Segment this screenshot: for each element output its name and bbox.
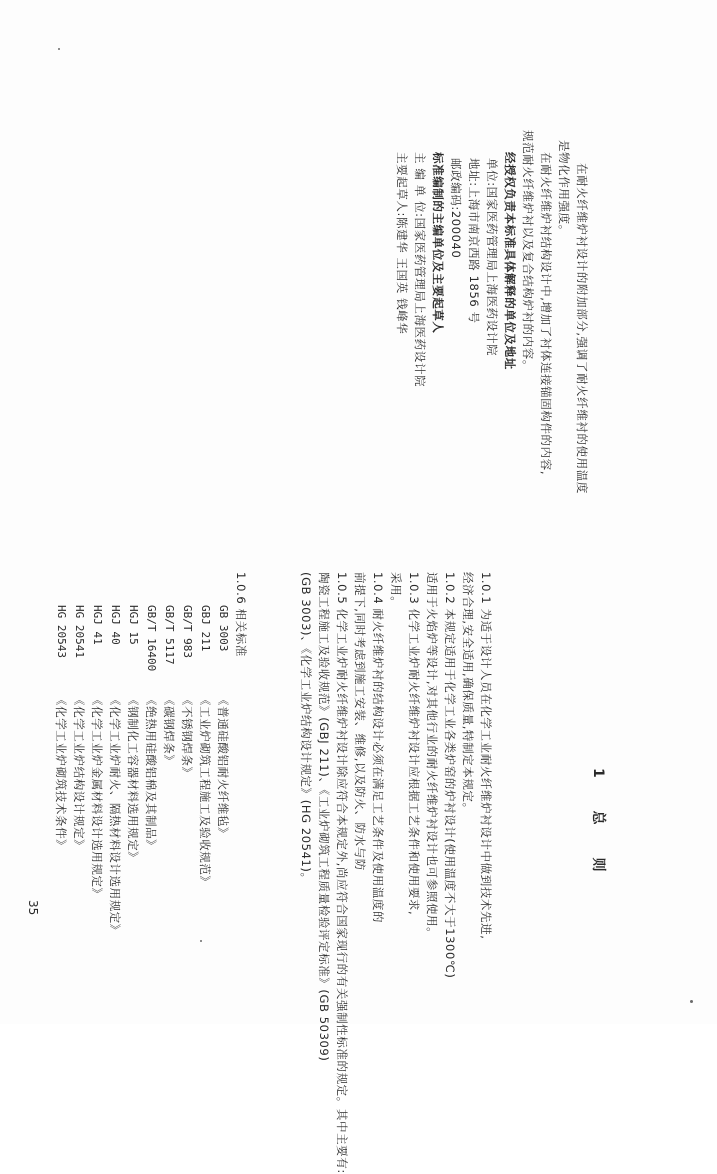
reference-title: 《化学工业炉结构设计规定》 [72,694,86,852]
reference-title: 《绝热用硅酸铝棉及其制品》 [144,694,158,852]
clause-line: 陶瓷工程施工及验收规范》(GBJ 211)、《工业炉砌筑工程质量检验评定标准》(GB 50309) [317,572,331,1062]
header-line: 标准编制的主编单位及主要起草人 [431,152,445,334]
header-line: 在耐火纤维炉衬结构设计中,增加了衬体连接锚固构件的内容, [539,152,553,476]
section-title: 1 总 则 [590,768,606,886]
page-number: 35 [26,900,40,916]
reference-title: 《不锈钢焊条》 [180,694,194,779]
clause-line: 1.0.4 耐火纤维炉衬的结构设计必须在满足工艺条件及使用温度的 [371,572,385,924]
clause-line: 1.0.5 化学工业炉耐火纤维炉衬设计除应符合本规定外,尚应符合国家现行的有关强制性标准的规定。其中主要有: [335,572,349,1174]
clause-line: 1.0.2 本规定适用于化学工业各类炉窑的炉衬设计(使用温度不大于1300℃) [443,572,457,979]
reference-title: 《工业炉砌筑工程施工及验收规范》 [198,694,212,888]
reference-code: HGJ 15 [127,605,140,645]
header-line: 规范耐火纤维炉衬以及复合结构炉衬的内容。 [521,130,535,372]
header-line: 主要起草人:陈建华 王国英 钱峰华 [395,152,409,335]
reference-code: HGJ 41 [91,605,104,645]
scan-speck [200,940,202,942]
reference-code: GB/T 5117 [163,605,176,665]
header-line: 是物化作用强度。 [557,140,571,237]
reference-code: HGJ 40 [109,605,122,645]
clause-line: 1.0.3 化学工业炉耐火纤维炉衬设计应根据工艺条件和使用要求, [407,572,421,916]
header-line: 单位:国家医药管理局上海医药设计院 [485,158,499,357]
clause-line: 适用于火焰炉等设计,对其他行业的耐火纤维炉衬设计也可参照使用。 [425,572,439,940]
reference-code: GB 3003 [217,605,230,652]
reference-title: 《化学工业炉金属材料设计选用规定》 [90,694,104,900]
header-line: 主 编 单 位:国家医药管理局上海医药设计院 [413,152,427,388]
reference-code: HG 20541 [73,605,86,658]
clause-line: 1.0.1 为适于设计人员在化学工业耐火纤维炉衬设计中做到技术先进, [479,572,493,940]
reference-title: 《化学工业炉砌筑技术条件》 [54,694,68,852]
header-line: 地址:上海市南京西路 1856 号 [467,158,481,324]
header-line: 经授权负责本标准具体解释的单位及地址 [503,152,517,370]
reference-title: 《普通硅酸铝耐火纤维毡》 [216,694,230,840]
header-line: 在耐火纤维炉衬设计的附加部分,强调了耐火纤维衬的使用温度 [575,163,589,494]
reference-title: 《化学工业炉耐火、隔热材料设计选用规定》 [108,694,122,936]
reference-code: HG 20543 [55,605,68,658]
scan-speck [58,48,60,50]
reference-code: GB/T 983 [181,605,194,658]
reference-code: GB/T 16400 [145,605,158,672]
reference-code: GBJ 211 [199,605,212,652]
clause-line: 前提下,同时考虑到施工安装、维修,以及防火、防水与防 [353,572,367,871]
scan-speck [690,1000,693,1003]
clause-line: (GB 3003)、《化学工业炉结构设计规定》(HG 20541)。 [299,572,313,885]
clause-line: 采用。 [389,572,403,609]
references-heading: 1.0.6 相关标准 [234,572,248,657]
reference-title: 《碳钢焊条》 [162,694,176,767]
reference-title: 《钢制化工容器材料选用规定》 [126,694,140,864]
clause-line: 经济合理,安全适用,确保质量,特制定本规定。 [461,572,475,815]
header-line: 邮政编码:200040 [449,158,463,259]
